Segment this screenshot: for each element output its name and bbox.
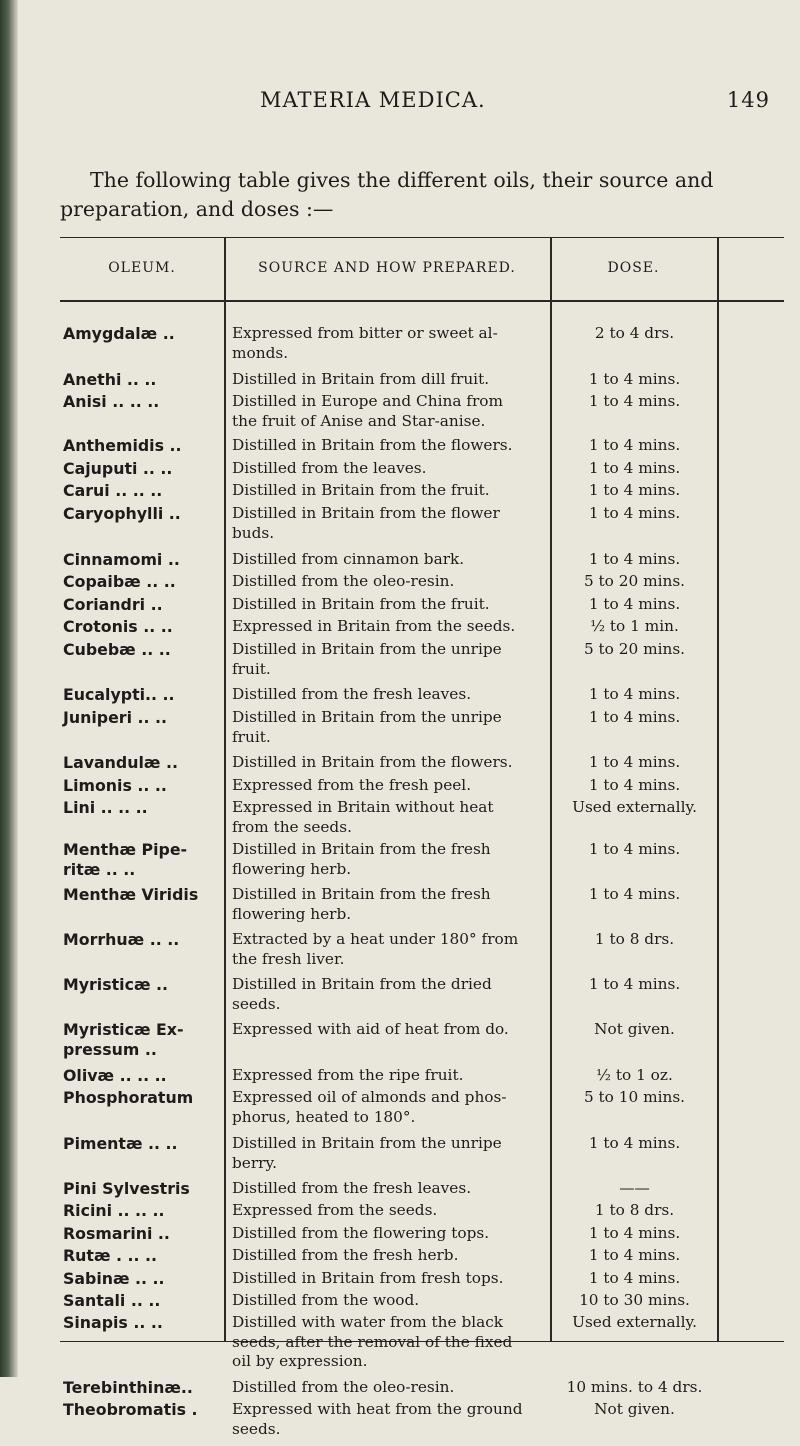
oil-name-line: Menthæ Viridis	[63, 885, 199, 904]
oil-name-line: Morrhuæ .. ..	[63, 930, 180, 949]
oil-name	[63, 1134, 223, 1154]
oil-name-line: Myristicæ Ex-	[63, 1020, 184, 1039]
oil-dose: 1 to 4 mins.	[588, 550, 681, 568]
oil-dose: ½ to 1 oz.	[596, 1066, 673, 1084]
oil-source-line: Expressed from the seeds.	[232, 1201, 438, 1219]
table-row	[60, 975, 784, 1020]
oil-name	[63, 324, 223, 344]
oil-source-line: Distilled from the wood.	[232, 1291, 420, 1309]
oil-source	[232, 595, 550, 615]
table-row	[60, 798, 784, 840]
oil-dose: 1 to 4 mins.	[588, 753, 681, 771]
oil-source-line: flowering herb.	[232, 859, 352, 878]
oil-source-line: Distilled in Britain from the flowers.	[232, 436, 513, 454]
table-row	[60, 504, 784, 550]
oil-source-line: fruit.	[232, 659, 271, 678]
oil-source	[232, 1179, 550, 1199]
oil-name-line: Copaibæ .. ..	[63, 572, 176, 591]
oil-dose: ——	[619, 1179, 650, 1197]
oil-source-line: Distilled in Britain from the unripe	[232, 708, 502, 726]
oil-dose: ½ to 1 min.	[590, 617, 679, 635]
oil-source-line: Distilled in Britain from dill fruit.	[232, 370, 490, 388]
intro-line-2: preparation, and doses :—	[60, 197, 334, 221]
oil-name-line: Pimentæ .. ..	[63, 1134, 178, 1153]
oil-name	[63, 504, 223, 524]
oil-name-line: Ricini .. .. ..	[63, 1201, 165, 1220]
table-row	[60, 392, 784, 436]
oil-name-line: Lavandulæ ..	[63, 753, 178, 772]
table-row	[60, 1066, 784, 1088]
oil-name	[63, 1400, 223, 1420]
oil-source	[232, 708, 550, 747]
oil-name	[63, 595, 223, 615]
oil-source-line: Distilled in Britain from the unripe	[232, 640, 502, 658]
oils-table	[60, 237, 784, 1438]
oil-source-line: Distilled in Britain from the unripe	[232, 1134, 502, 1152]
oil-source	[232, 1291, 550, 1311]
oil-name	[63, 1224, 223, 1244]
table-row	[60, 685, 784, 708]
oil-name	[63, 617, 223, 637]
oil-dose: 1 to 4 mins.	[588, 481, 681, 499]
oil-source	[232, 685, 550, 705]
oil-source-line: Distilled from the fresh leaves.	[232, 685, 472, 703]
oil-source	[232, 930, 550, 969]
oil-source	[232, 776, 550, 796]
oil-name-line: Rosmarini ..	[63, 1224, 170, 1243]
oil-name	[63, 685, 223, 705]
intro-line-1: The following table gives the different oils, their source and	[90, 168, 714, 192]
column-header-source: SOURCE AND HOW PREPARED.	[258, 260, 516, 276]
oil-dose: 5 to 20 mins.	[583, 640, 686, 658]
oil-dose: Not given.	[594, 1400, 675, 1418]
oil-source-line: Expressed from the fresh peel.	[232, 776, 472, 794]
oil-dose: 1 to 4 mins.	[588, 776, 681, 794]
table-row	[60, 1291, 784, 1313]
column-header-oleum: OLEUM.	[108, 260, 176, 276]
oil-dose: 1 to 4 mins.	[588, 1269, 681, 1287]
oil-dose: 2 to 4 drs.	[594, 324, 675, 342]
oil-source-line: Distilled in Britain from the fruit.	[232, 481, 490, 499]
oil-source-line: seeds.	[232, 994, 281, 1013]
oil-name	[63, 776, 223, 796]
oil-name	[63, 885, 223, 905]
oil-source	[232, 640, 550, 679]
oil-dose: 1 to 4 mins.	[588, 595, 681, 613]
oil-dose: 10 to 30 mins.	[579, 1291, 690, 1309]
oil-name	[63, 1291, 223, 1311]
oil-name	[63, 392, 223, 412]
oil-source-line: Distilled in Britain from the flower	[232, 504, 500, 522]
table-row	[60, 595, 784, 617]
oil-dose: 1 to 4 mins.	[588, 708, 681, 726]
table-row	[60, 370, 784, 392]
oil-source	[232, 975, 550, 1014]
oil-source-line: Distilled in Britain from fresh tops.	[232, 1269, 504, 1287]
oil-source	[232, 370, 550, 390]
table-row	[60, 572, 784, 595]
table-body	[60, 324, 784, 1446]
oil-source-line: buds.	[232, 523, 275, 542]
oil-dose: 1 to 4 mins.	[588, 885, 681, 903]
oil-dose: 1 to 8 drs.	[594, 1201, 675, 1219]
oil-source	[232, 459, 550, 479]
oil-name	[63, 1378, 223, 1398]
oil-dose: 1 to 4 mins.	[588, 1246, 681, 1264]
oil-name	[63, 481, 223, 501]
oil-source	[232, 1066, 550, 1086]
oil-name-line: pressum ..	[63, 1039, 157, 1059]
oil-dose: 5 to 20 mins.	[583, 572, 686, 590]
oil-dose: 1 to 4 mins.	[588, 975, 681, 993]
oil-name-line: Menthæ Pipe-	[63, 840, 188, 859]
table-row	[60, 1378, 784, 1400]
oil-name	[63, 1020, 223, 1059]
oil-source-line: seeds.	[232, 1419, 281, 1438]
oil-source	[232, 1269, 550, 1289]
oil-name	[63, 640, 223, 660]
oil-source-line: the fruit of Anise and Star-anise.	[232, 411, 486, 430]
oil-name-line: Pini Sylvestris	[63, 1179, 190, 1198]
oil-source-line: Expressed in Britain from the seeds.	[232, 617, 516, 635]
oil-name-line: Terebinthinæ..	[63, 1378, 193, 1397]
table-row	[60, 324, 784, 370]
oil-source-line: Distilled from the flowering tops.	[232, 1224, 490, 1242]
oil-name-line: Anethi .. ..	[63, 370, 157, 389]
oil-source-line: Distilled from the oleo-resin.	[232, 572, 455, 590]
oil-name-line: Anisi .. .. ..	[63, 392, 160, 411]
oil-name-line: Sabinæ .. ..	[63, 1269, 165, 1288]
oil-source-line: Expressed oil of almonds and phos-	[232, 1088, 507, 1106]
oil-source-line: Distilled in Britain from the fresh	[232, 885, 491, 903]
oil-source	[232, 550, 550, 570]
oil-dose: 1 to 4 mins.	[588, 392, 681, 410]
oil-source	[232, 481, 550, 501]
table-row	[60, 550, 784, 572]
oil-dose: 1 to 8 drs.	[594, 930, 675, 948]
oil-dose: 1 to 4 mins.	[588, 370, 681, 388]
oil-source	[232, 840, 550, 879]
oil-name	[63, 1179, 223, 1199]
table-row	[60, 753, 784, 776]
oil-source-line: monds.	[232, 343, 289, 362]
oil-name	[63, 975, 223, 995]
oil-name-line: Anthemidis ..	[63, 436, 182, 455]
oil-source	[232, 885, 550, 924]
oil-source-line: Distilled from the fresh herb.	[232, 1246, 459, 1264]
oil-name	[63, 370, 223, 390]
oil-source-line: berry.	[232, 1153, 277, 1172]
oil-source-line: fruit.	[232, 727, 271, 746]
oil-source	[232, 1020, 550, 1040]
oil-dose: 5 to 10 mins.	[583, 1088, 686, 1106]
oil-source-line: Expressed from the ripe fruit.	[232, 1066, 464, 1084]
oil-dose: Used externally.	[572, 1313, 697, 1331]
page-title: MATERIA MEDICA.	[260, 88, 486, 112]
oil-dose: 1 to 4 mins.	[588, 685, 681, 703]
oil-name	[63, 459, 223, 479]
oil-source-line: Distilled in Britain from the fresh	[232, 840, 491, 858]
oil-source-line: Distilled from the oleo-resin.	[232, 1378, 455, 1396]
oil-name	[63, 1313, 223, 1333]
table-row	[60, 1400, 784, 1446]
oil-name	[63, 572, 223, 592]
oil-source-line: Expressed from bitter or sweet al-	[232, 324, 498, 342]
oil-source-line: Distilled from cinnamon bark.	[232, 550, 465, 568]
oil-name-line: Olivæ .. .. ..	[63, 1066, 167, 1085]
oil-source-line: flowering herb.	[232, 904, 352, 923]
table-row	[60, 1020, 784, 1066]
oil-source-line: Distilled from the leaves.	[232, 459, 427, 477]
table-row	[60, 1269, 784, 1291]
oil-name-line: ritæ .. ..	[63, 859, 136, 879]
oil-name-line: Limonis .. ..	[63, 776, 167, 795]
oil-source-line: Expressed with heat from the ground	[232, 1400, 523, 1418]
oil-name-line: Caryophylli ..	[63, 504, 181, 523]
oil-name-line: Cinnamomi ..	[63, 550, 180, 569]
oil-dose: 1 to 4 mins.	[588, 459, 681, 477]
oil-source-line: seeds, after the removal of the fixed	[232, 1332, 513, 1351]
oil-name	[63, 798, 223, 818]
oil-name-line: Myristicæ ..	[63, 975, 169, 994]
table-row	[60, 481, 784, 504]
oil-name-line: Cubebæ .. ..	[63, 640, 171, 659]
oil-dose: 1 to 4 mins.	[588, 840, 681, 858]
table-row	[60, 1201, 784, 1224]
oil-source-line: Distilled in Europe and China from	[232, 392, 503, 410]
table-row	[60, 617, 784, 640]
oil-name	[63, 708, 223, 728]
table-row	[60, 1224, 784, 1246]
oil-source	[232, 1201, 550, 1221]
oil-source-line: phorus, heated to 180°.	[232, 1107, 416, 1126]
oil-name-line: Carui .. .. ..	[63, 481, 163, 500]
oil-source	[232, 324, 550, 363]
oil-name	[63, 840, 223, 879]
table-row	[60, 708, 784, 753]
oil-source-line: Distilled in Britain from the dried	[232, 975, 492, 993]
oil-name	[63, 1269, 223, 1289]
oil-source	[232, 392, 550, 431]
table-row	[60, 1313, 784, 1378]
oil-name-line: Juniperi .. ..	[63, 708, 168, 727]
intro-paragraph	[60, 166, 790, 224]
table-row	[60, 459, 784, 481]
table-row	[60, 1088, 784, 1134]
oil-source-line: Extracted by a heat under 180° from	[232, 930, 519, 948]
oil-name-line: Rutæ . .. ..	[63, 1246, 158, 1265]
oil-name-line: Lini .. .. ..	[63, 798, 148, 817]
oil-source	[232, 1313, 550, 1372]
oil-source-line: Distilled in Britain from the flowers.	[232, 753, 513, 771]
table-row	[60, 885, 784, 930]
oil-name	[63, 1088, 223, 1108]
oil-name-line: Theobromatis .	[63, 1400, 198, 1419]
oil-name	[63, 550, 223, 570]
oil-dose: Used externally.	[572, 798, 697, 816]
table-row	[60, 1134, 784, 1179]
oil-name	[63, 436, 223, 456]
oil-name-line: Crotonis .. ..	[63, 617, 173, 636]
oil-name	[63, 1201, 223, 1221]
page-number: 149	[726, 88, 770, 112]
oil-name-line: Phosphoratum	[63, 1088, 194, 1107]
oil-source	[232, 1400, 550, 1439]
oil-source	[232, 753, 550, 773]
header-rule	[60, 300, 784, 302]
table-row	[60, 840, 784, 885]
oil-name-line: Santali .. ..	[63, 1291, 161, 1310]
oil-source	[232, 1224, 550, 1244]
oil-source	[232, 1134, 550, 1173]
oil-name-line: Eucalypti.. ..	[63, 685, 175, 704]
table-row	[60, 1246, 784, 1269]
oil-dose: 1 to 4 mins.	[588, 1224, 681, 1242]
table-row	[60, 640, 784, 685]
oil-name	[63, 1066, 223, 1086]
oil-dose: 1 to 4 mins.	[588, 1134, 681, 1152]
table-row	[60, 1179, 784, 1201]
oil-source	[232, 798, 550, 837]
oil-name-line: Amygdalæ ..	[63, 324, 175, 343]
oil-source	[232, 1378, 550, 1398]
oil-source-line: Expressed with aid of heat from do.	[232, 1020, 509, 1038]
table-row	[60, 776, 784, 798]
oil-source-line: Distilled with water from the black	[232, 1313, 504, 1331]
oil-source-line: Distilled from the fresh leaves.	[232, 1179, 472, 1197]
oil-name-line: Cajuputi .. ..	[63, 459, 173, 478]
oil-source	[232, 436, 550, 456]
book-spine-edge	[0, 0, 18, 1377]
oil-source	[232, 617, 550, 637]
oil-source	[232, 572, 550, 592]
oil-name	[63, 930, 223, 950]
oil-name	[63, 1246, 223, 1266]
oil-source	[232, 1246, 550, 1266]
oil-dose: 1 to 4 mins.	[588, 436, 681, 454]
oil-name	[63, 753, 223, 773]
oil-name-line: Coriandri ..	[63, 595, 163, 614]
oil-dose: Not given.	[594, 1020, 675, 1038]
table-row	[60, 436, 784, 459]
oil-source	[232, 504, 550, 543]
oil-source	[232, 1088, 550, 1127]
oil-source-line: Distilled in Britain from the fruit.	[232, 595, 490, 613]
oil-dose: 1 to 4 mins.	[588, 504, 681, 522]
oil-source-line: oil by expression.	[232, 1352, 368, 1370]
oil-source-line: from the seeds.	[232, 817, 352, 836]
oil-dose: 10 mins. to 4 drs.	[566, 1378, 703, 1396]
table-row	[60, 930, 784, 975]
oil-name-line: Sinapis .. ..	[63, 1313, 163, 1332]
column-header-dose: DOSE.	[607, 260, 660, 276]
oil-source-line: Expressed in Britain without heat	[232, 798, 494, 816]
oil-source-line: the fresh liver.	[232, 949, 345, 968]
